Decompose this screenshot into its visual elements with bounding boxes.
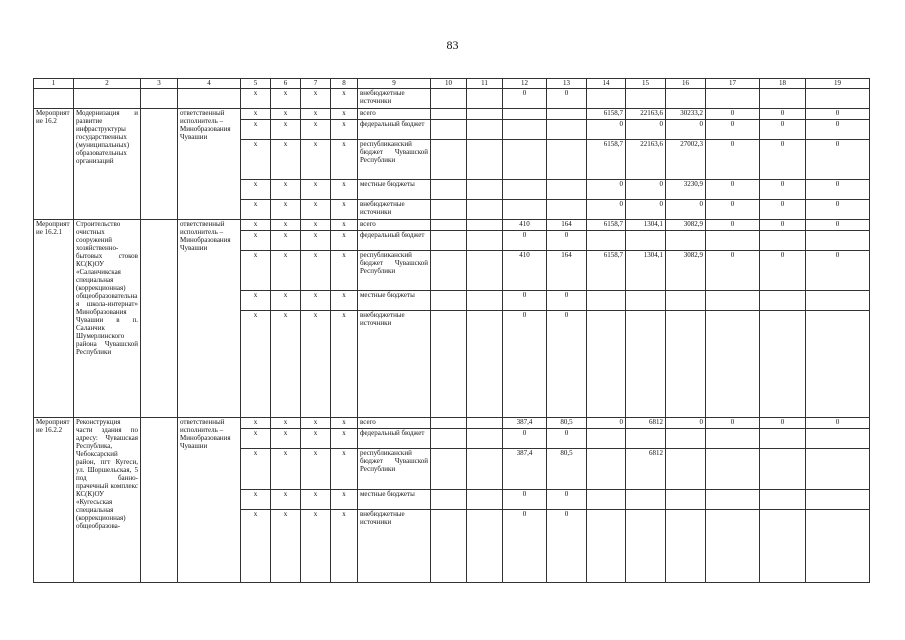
x-mark: x bbox=[241, 109, 271, 120]
x-mark: x bbox=[241, 490, 271, 510]
empty-cell bbox=[431, 429, 467, 449]
value-cell bbox=[666, 231, 706, 251]
value-cell: 0 bbox=[547, 311, 587, 418]
column-header-14: 14 bbox=[587, 79, 626, 89]
empty-cell bbox=[467, 180, 503, 200]
value-cell: 0 bbox=[806, 120, 870, 140]
x-mark: x bbox=[241, 220, 271, 231]
measure-executor: ответственный исполнитель – Минобразования Чувашии bbox=[178, 109, 241, 220]
value-cell: 3082,9 bbox=[666, 251, 706, 291]
value-cell: 0 bbox=[587, 180, 626, 200]
empty-cell bbox=[431, 510, 467, 583]
value-cell: 0 bbox=[503, 490, 547, 510]
x-mark: x bbox=[271, 251, 301, 291]
value-cell bbox=[706, 490, 760, 510]
value-cell bbox=[626, 311, 666, 418]
value-cell: 410 bbox=[503, 220, 547, 231]
value-cell: 0 bbox=[806, 200, 870, 220]
value-cell: 0 bbox=[760, 120, 806, 140]
value-cell: 0 bbox=[706, 251, 760, 291]
x-mark: x bbox=[301, 200, 331, 220]
x-mark: x bbox=[331, 291, 358, 311]
column-header-5: 5 bbox=[241, 79, 271, 89]
x-mark: x bbox=[241, 311, 271, 418]
empty-cell bbox=[467, 231, 503, 251]
value-cell bbox=[760, 490, 806, 510]
column-header-12: 12 bbox=[503, 79, 547, 89]
funding-source: местные бюджеты bbox=[358, 291, 431, 311]
x-mark: x bbox=[301, 429, 331, 449]
empty-cell bbox=[467, 291, 503, 311]
empty-cell bbox=[431, 180, 467, 200]
value-cell: 6158,7 bbox=[587, 220, 626, 231]
x-mark: x bbox=[271, 89, 301, 109]
funding-source: всего bbox=[358, 109, 431, 120]
x-mark: x bbox=[241, 429, 271, 449]
value-cell bbox=[706, 311, 760, 418]
x-mark: x bbox=[301, 231, 331, 251]
x-mark: x bbox=[301, 449, 331, 490]
value-cell bbox=[666, 490, 706, 510]
column-header-4: 4 bbox=[178, 79, 241, 89]
value-cell: 3230,9 bbox=[666, 180, 706, 200]
empty-cell bbox=[666, 89, 706, 109]
value-cell bbox=[706, 510, 760, 583]
value-cell: 0 bbox=[503, 429, 547, 449]
value-cell: 80,5 bbox=[547, 449, 587, 490]
value-cell bbox=[706, 429, 760, 449]
value-cell bbox=[806, 231, 870, 251]
x-mark: x bbox=[331, 109, 358, 120]
column-header-19: 19 bbox=[806, 79, 870, 89]
column-header-17: 17 bbox=[706, 79, 760, 89]
value-cell: 410 bbox=[503, 251, 547, 291]
value-cell: 387,4 bbox=[503, 418, 547, 429]
x-mark: x bbox=[331, 220, 358, 231]
value-cell: 164 bbox=[547, 220, 587, 231]
x-mark: x bbox=[271, 510, 301, 583]
value-cell: 0 bbox=[626, 120, 666, 140]
empty-cell bbox=[467, 311, 503, 418]
x-mark: x bbox=[241, 200, 271, 220]
value-cell: 0 bbox=[547, 490, 587, 510]
empty-cell bbox=[467, 429, 503, 449]
value-cell bbox=[547, 140, 587, 180]
value-cell bbox=[587, 429, 626, 449]
value-cell bbox=[626, 510, 666, 583]
empty-cell bbox=[467, 490, 503, 510]
value-cell: 0 bbox=[760, 109, 806, 120]
value-cell: 6158,7 bbox=[587, 109, 626, 120]
empty-cell bbox=[431, 311, 467, 418]
empty-cell bbox=[74, 89, 141, 109]
x-mark: x bbox=[271, 200, 301, 220]
value-cell bbox=[706, 291, 760, 311]
value-cell bbox=[587, 490, 626, 510]
x-mark: x bbox=[271, 109, 301, 120]
value-cell bbox=[587, 231, 626, 251]
empty-cell bbox=[431, 140, 467, 180]
x-mark: x bbox=[301, 418, 331, 429]
value-cell: 0 bbox=[806, 180, 870, 200]
value-cell: 0 bbox=[806, 140, 870, 180]
value-cell bbox=[806, 291, 870, 311]
column-header-2: 2 bbox=[74, 79, 141, 89]
value-cell bbox=[760, 231, 806, 251]
x-mark: x bbox=[301, 180, 331, 200]
value-cell: 0 bbox=[587, 418, 626, 429]
x-mark: x bbox=[331, 120, 358, 140]
empty-cell bbox=[431, 490, 467, 510]
x-mark: x bbox=[271, 180, 301, 200]
x-mark: x bbox=[331, 200, 358, 220]
value-cell: 0 bbox=[503, 231, 547, 251]
empty-cell bbox=[34, 89, 74, 109]
value-cell: 0 bbox=[760, 180, 806, 200]
x-mark: x bbox=[331, 490, 358, 510]
measure-id: Мероприятие 16.2.2 bbox=[34, 418, 74, 583]
column-header-16: 16 bbox=[666, 79, 706, 89]
x-mark: x bbox=[271, 231, 301, 251]
measure-id: Мероприятие 16.2 bbox=[34, 109, 74, 220]
x-mark: x bbox=[301, 140, 331, 180]
x-mark: x bbox=[271, 220, 301, 231]
value-cell: 22163,6 bbox=[626, 109, 666, 120]
value-cell: 0 bbox=[760, 220, 806, 231]
value-cell bbox=[666, 510, 706, 583]
value-cell bbox=[760, 311, 806, 418]
funding-source: республиканский бюджет Чувашской Республики bbox=[358, 140, 431, 180]
value-cell bbox=[626, 429, 666, 449]
value-cell bbox=[666, 429, 706, 449]
table-row bbox=[34, 220, 870, 231]
table-row bbox=[34, 89, 870, 109]
x-mark: x bbox=[331, 449, 358, 490]
value-cell bbox=[806, 311, 870, 418]
x-mark: x bbox=[271, 120, 301, 140]
value-cell bbox=[503, 180, 547, 200]
funding-source: внебюджетные источники bbox=[358, 200, 431, 220]
measure-name: Строительство очистных сооружений хозяйственно-бытовых стоков КС(К)ОУ «Саланчикская специальная (коррекционная) общеобразовательная школа-интернат» Минобразования Чувашии в п. Саланчик Шумерлинского района Чувашской Республики bbox=[74, 220, 141, 418]
value-cell: 0 bbox=[666, 200, 706, 220]
column-header-1: 1 bbox=[34, 79, 74, 89]
value-cell: 0 bbox=[706, 418, 760, 429]
value-cell: 80,5 bbox=[547, 418, 587, 429]
empty-cell bbox=[431, 251, 467, 291]
value-cell: 0 bbox=[706, 109, 760, 120]
value-cell: 0 bbox=[626, 200, 666, 220]
x-mark: x bbox=[271, 291, 301, 311]
value-cell: 27002,3 bbox=[666, 140, 706, 180]
value-cell bbox=[760, 449, 806, 490]
x-mark: x bbox=[301, 251, 331, 291]
empty-cell bbox=[760, 89, 806, 109]
value-cell bbox=[626, 231, 666, 251]
funding-source: внебюджетные источники bbox=[358, 311, 431, 418]
column-header-9: 9 bbox=[358, 79, 431, 89]
x-mark: x bbox=[241, 140, 271, 180]
value-cell: 0 bbox=[626, 180, 666, 200]
funding-source: местные бюджеты bbox=[358, 490, 431, 510]
value-cell bbox=[547, 180, 587, 200]
empty-cell bbox=[467, 251, 503, 291]
measure-executor: ответственный исполнитель – Минобразования Чувашии bbox=[178, 418, 241, 583]
value-cell: 1304,1 bbox=[626, 251, 666, 291]
x-mark: x bbox=[301, 490, 331, 510]
value-cell: 6158,7 bbox=[587, 140, 626, 180]
x-mark: x bbox=[301, 109, 331, 120]
value-cell: 387,4 bbox=[503, 449, 547, 490]
x-mark: x bbox=[331, 311, 358, 418]
empty-cell bbox=[467, 510, 503, 583]
value-cell bbox=[806, 429, 870, 449]
table-row bbox=[34, 418, 870, 429]
value-cell: 0 bbox=[706, 140, 760, 180]
value-cell: 0 bbox=[666, 418, 706, 429]
value-cell bbox=[666, 291, 706, 311]
value-cell bbox=[503, 200, 547, 220]
empty-cell bbox=[431, 449, 467, 490]
empty-cell bbox=[141, 418, 178, 583]
empty-cell bbox=[141, 109, 178, 220]
value-cell: 0 bbox=[547, 89, 587, 109]
empty-cell bbox=[706, 89, 760, 109]
empty-cell bbox=[467, 200, 503, 220]
value-cell bbox=[587, 311, 626, 418]
x-mark: x bbox=[241, 180, 271, 200]
empty-cell bbox=[178, 89, 241, 109]
measure-name: Модернизация и развитие инфраструктуры государственных (муниципальных) образовательных организаций bbox=[74, 109, 141, 220]
value-cell bbox=[587, 510, 626, 583]
value-cell bbox=[666, 449, 706, 490]
value-cell: 0 bbox=[503, 89, 547, 109]
x-mark: x bbox=[241, 120, 271, 140]
funding-source: федеральный бюджет bbox=[358, 429, 431, 449]
x-mark: x bbox=[271, 418, 301, 429]
value-cell: 0 bbox=[547, 291, 587, 311]
value-cell: 6812 bbox=[626, 418, 666, 429]
value-cell bbox=[547, 109, 587, 120]
value-cell: 0 bbox=[706, 220, 760, 231]
value-cell: 3082,9 bbox=[666, 220, 706, 231]
x-mark: x bbox=[331, 89, 358, 109]
empty-cell bbox=[467, 418, 503, 429]
value-cell: 30233,2 bbox=[666, 109, 706, 120]
value-cell bbox=[706, 449, 760, 490]
value-cell bbox=[806, 449, 870, 490]
header-row bbox=[34, 79, 870, 89]
empty-cell bbox=[587, 89, 626, 109]
empty-cell bbox=[806, 89, 870, 109]
x-mark: x bbox=[301, 311, 331, 418]
page-number: 83 bbox=[446, 38, 459, 52]
funding-source: местные бюджеты bbox=[358, 180, 431, 200]
value-cell: 0 bbox=[706, 180, 760, 200]
value-cell: 0 bbox=[547, 510, 587, 583]
funding-source: внебюджетные источники bbox=[358, 89, 431, 109]
measure-id: Мероприятие 16.2.1 bbox=[34, 220, 74, 418]
x-mark: x bbox=[271, 449, 301, 490]
empty-cell bbox=[431, 291, 467, 311]
x-mark: x bbox=[271, 311, 301, 418]
value-cell bbox=[760, 429, 806, 449]
value-cell bbox=[503, 120, 547, 140]
value-cell bbox=[626, 490, 666, 510]
x-mark: x bbox=[271, 490, 301, 510]
value-cell: 0 bbox=[503, 510, 547, 583]
value-cell: 0 bbox=[587, 200, 626, 220]
x-mark: x bbox=[271, 140, 301, 180]
value-cell: 0 bbox=[806, 418, 870, 429]
x-mark: x bbox=[241, 251, 271, 291]
empty-cell bbox=[431, 89, 467, 109]
value-cell: 0 bbox=[806, 251, 870, 291]
empty-cell bbox=[467, 109, 503, 120]
x-mark: x bbox=[331, 231, 358, 251]
empty-cell bbox=[467, 89, 503, 109]
value-cell bbox=[706, 231, 760, 251]
column-header-10: 10 bbox=[431, 79, 467, 89]
x-mark: x bbox=[241, 510, 271, 583]
value-cell bbox=[626, 291, 666, 311]
value-cell: 6812 bbox=[626, 449, 666, 490]
x-mark: x bbox=[331, 251, 358, 291]
value-cell bbox=[760, 510, 806, 583]
funding-source: республиканский бюджет Чувашской Республики bbox=[358, 251, 431, 291]
x-mark: x bbox=[241, 418, 271, 429]
value-cell: 6158,7 bbox=[587, 251, 626, 291]
column-header-6: 6 bbox=[271, 79, 301, 89]
funding-source: федеральный бюджет bbox=[358, 120, 431, 140]
empty-cell bbox=[431, 120, 467, 140]
x-mark: x bbox=[301, 89, 331, 109]
x-mark: x bbox=[331, 180, 358, 200]
x-mark: x bbox=[241, 449, 271, 490]
empty-cell bbox=[626, 89, 666, 109]
value-cell bbox=[587, 291, 626, 311]
empty-cell bbox=[141, 220, 178, 418]
x-mark: x bbox=[241, 89, 271, 109]
column-header-7: 7 bbox=[301, 79, 331, 89]
empty-cell bbox=[467, 449, 503, 490]
value-cell: 22163,6 bbox=[626, 140, 666, 180]
x-mark: x bbox=[301, 220, 331, 231]
value-cell: 0 bbox=[547, 231, 587, 251]
value-cell: 0 bbox=[503, 311, 547, 418]
column-header-3: 3 bbox=[141, 79, 178, 89]
x-mark: x bbox=[301, 510, 331, 583]
value-cell: 164 bbox=[547, 251, 587, 291]
value-cell: 0 bbox=[503, 291, 547, 311]
empty-cell bbox=[467, 140, 503, 180]
value-cell bbox=[760, 291, 806, 311]
x-mark: x bbox=[331, 418, 358, 429]
value-cell: 0 bbox=[760, 418, 806, 429]
empty-cell bbox=[431, 200, 467, 220]
funding-source: всего bbox=[358, 220, 431, 231]
funding-source: республиканский бюджет Чувашской Республики bbox=[358, 449, 431, 490]
x-mark: x bbox=[301, 291, 331, 311]
value-cell: 0 bbox=[666, 120, 706, 140]
value-cell: 0 bbox=[806, 109, 870, 120]
x-mark: x bbox=[331, 429, 358, 449]
table-row bbox=[34, 109, 870, 120]
value-cell: 0 bbox=[760, 200, 806, 220]
funding-source: федеральный бюджет bbox=[358, 231, 431, 251]
empty-cell bbox=[467, 120, 503, 140]
column-header-18: 18 bbox=[760, 79, 806, 89]
budget-table bbox=[33, 78, 870, 583]
value-cell: 0 bbox=[547, 429, 587, 449]
column-header-15: 15 bbox=[626, 79, 666, 89]
x-mark: x bbox=[271, 429, 301, 449]
value-cell bbox=[503, 140, 547, 180]
column-header-8: 8 bbox=[331, 79, 358, 89]
value-cell: 0 bbox=[706, 200, 760, 220]
value-cell bbox=[547, 120, 587, 140]
value-cell: 0 bbox=[760, 251, 806, 291]
funding-source: внебюджетные источники bbox=[358, 510, 431, 583]
value-cell: 0 bbox=[806, 220, 870, 231]
column-header-13: 13 bbox=[547, 79, 587, 89]
measure-executor: ответственный исполнитель – Минобразования Чувашии bbox=[178, 220, 241, 418]
value-cell bbox=[666, 311, 706, 418]
empty-cell bbox=[431, 220, 467, 231]
x-mark: x bbox=[241, 231, 271, 251]
value-cell bbox=[806, 510, 870, 583]
funding-source: всего bbox=[358, 418, 431, 429]
empty-cell bbox=[141, 89, 178, 109]
column-header-11: 11 bbox=[467, 79, 503, 89]
value-cell bbox=[806, 490, 870, 510]
x-mark: x bbox=[301, 120, 331, 140]
value-cell: 1304,1 bbox=[626, 220, 666, 231]
measure-name: Реконструкция части здания по адресу: Чувашская Республика, Чебоксарский район, пгт Кугеси, ул. Шоршельская, 5 под банно-прачечный комплекс КС(К)ОУ «Кугесьская специальная (коррекционная) общеобразова- bbox=[74, 418, 141, 583]
x-mark: x bbox=[241, 291, 271, 311]
value-cell: 0 bbox=[587, 120, 626, 140]
value-cell bbox=[587, 449, 626, 490]
empty-cell bbox=[431, 231, 467, 251]
empty-cell bbox=[431, 418, 467, 429]
empty-cell bbox=[431, 109, 467, 120]
empty-cell bbox=[467, 220, 503, 231]
value-cell: 0 bbox=[706, 120, 760, 140]
value-cell: 0 bbox=[760, 140, 806, 180]
x-mark: x bbox=[331, 140, 358, 180]
value-cell bbox=[547, 200, 587, 220]
x-mark: x bbox=[331, 510, 358, 583]
value-cell bbox=[503, 109, 547, 120]
